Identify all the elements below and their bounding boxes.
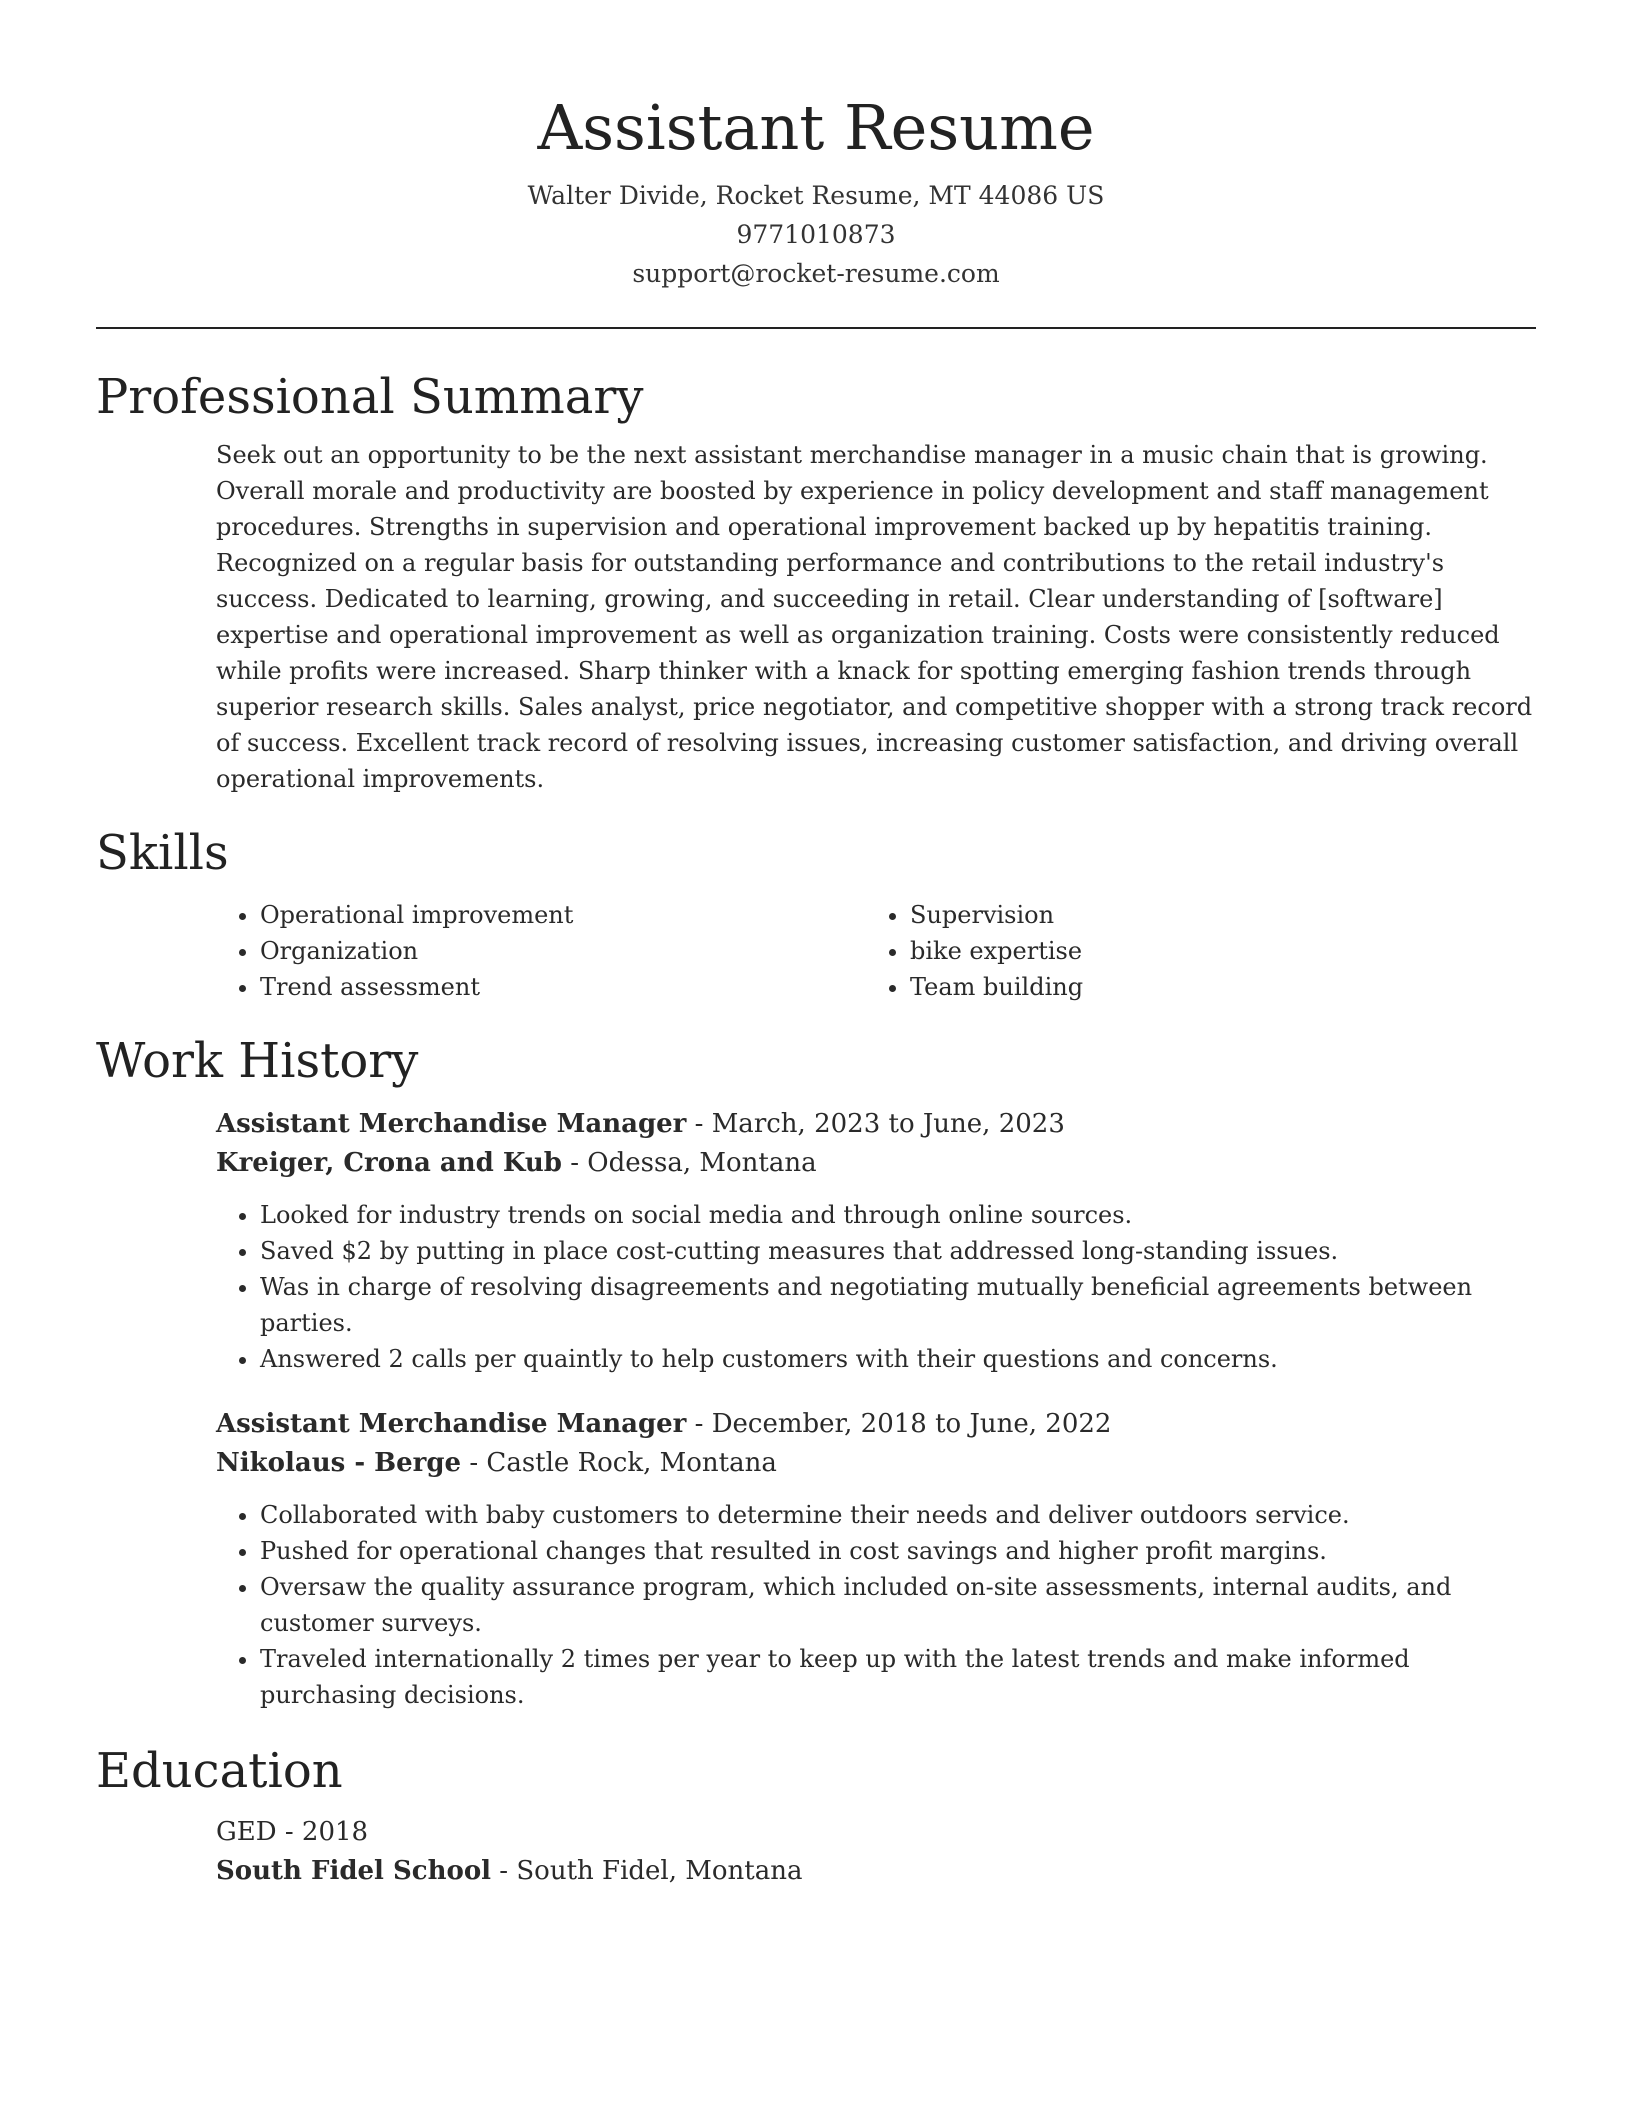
job-entry: [216, 1105, 1536, 1377]
education-degree-line: [216, 1813, 1536, 1852]
skills-list: [216, 897, 1536, 1005]
job-entry: [216, 1405, 1536, 1713]
resume-header: [96, 80, 1536, 293]
education-heading: Education: [96, 1743, 343, 1799]
skills-heading: Skills: [96, 825, 229, 881]
skill-item: • Supervision: [910, 897, 1516, 933]
education-school: South Fidel School: [216, 1856, 492, 1886]
job-bullet: • Saved $2 by putting in place cost-cutting measures that addressed long-standing issues.: [260, 1233, 1536, 1269]
job-bullets: [96, 1497, 1536, 1713]
job-location: - Odessa, Montana: [561, 1148, 817, 1178]
summary-text: Seek out an opportunity to be the next assistant merchandise manager in a music chain that is growing. Overall morale and productivity are boosted by experience in policy development and staff management procedures. Strengths in supervision and operational improvement backed up by hepatitis training. Recognized on a regular basis for outstanding performance and contributions to the retail industry's success. Dedicated to learning, growing, and succeeding in retail. Clear understanding of [software] expertise and operational improvement as well as organization training. Costs were consistently reduced while profits were increased. Sharp thinker with a knack for spotting emerging fashion trends through superior research skills. Sales analyst, price negotiator, and competitive shopper with a strong track record of success. Excellent track record of resolving issues, increasing customer satisfaction, and driving overall operational improvements.: [216, 441, 1533, 793]
skill-item: • bike expertise: [910, 933, 1516, 969]
skill-item: • Operational improvement: [260, 897, 866, 933]
job-bullet: • Pushed for operational changes that resulted in cost savings and higher profit margins.: [260, 1533, 1536, 1569]
work-history-section: [96, 1031, 1536, 1713]
skill-item: • Organization: [260, 933, 866, 969]
skill-item: • Trend assessment: [260, 969, 866, 1005]
header-divider: [96, 327, 1536, 329]
job-company-line: [216, 1144, 1536, 1183]
job-title: Assistant Merchandise Manager: [216, 1409, 687, 1439]
job-company-line: [216, 1444, 1536, 1483]
job-bullet: • Was in charge of resolving disagreements and negotiating mutually beneficial agreements between parties.: [260, 1269, 1536, 1341]
job-company: Kreiger, Crona and Kub: [216, 1148, 562, 1178]
skills-column-left: [216, 897, 866, 1005]
job-location: - Castle Rock, Montana: [461, 1448, 777, 1478]
education-section: [96, 1741, 1536, 1891]
job-title-line: [216, 1405, 1536, 1444]
resume-title: Assistant Resume: [537, 91, 1095, 164]
job-dates: - March, 2023 to June, 2023: [686, 1109, 1065, 1139]
job-title-line: [216, 1105, 1536, 1144]
education-location: - South Fidel, Montana: [491, 1856, 803, 1886]
education-year: - 2018: [276, 1817, 369, 1847]
job-bullet: • Collaborated with baby customers to determine their needs and deliver outdoors service.: [260, 1497, 1536, 1533]
skill-item: • Team building: [910, 969, 1516, 1005]
education-degree: GED: [216, 1817, 277, 1847]
education-school-line: [216, 1852, 1536, 1891]
contact-address: Walter Divide, Rocket Resume, MT 44086 US: [527, 181, 1105, 210]
contact-info: [96, 176, 1536, 293]
contact-phone: 9771010873: [736, 220, 896, 249]
work-history-heading: Work History: [96, 1033, 419, 1089]
job-dates: - December, 2018 to June, 2022: [686, 1409, 1112, 1439]
skills-column-right: [866, 897, 1516, 1005]
summary-heading: Professional Summary: [96, 369, 644, 425]
job-bullets: [96, 1197, 1536, 1377]
skills-section: [96, 823, 1536, 1005]
summary-section: [96, 367, 1536, 797]
job-bullet: • Looked for industry trends on social media and through online sources.: [260, 1197, 1536, 1233]
job-title: Assistant Merchandise Manager: [216, 1109, 687, 1139]
job-bullet: • Oversaw the quality assurance program, which included on-site assessments, internal audits, and customer surveys.: [260, 1569, 1536, 1641]
job-bullet: • Answered 2 calls per quaintly to help customers with their questions and concerns.: [260, 1341, 1536, 1377]
job-bullet: • Traveled internationally 2 times per year to keep up with the latest trends and make informed purchasing decisions.: [260, 1641, 1536, 1713]
job-company: Nikolaus - Berge: [216, 1448, 462, 1478]
education-entry: [216, 1813, 1536, 1891]
contact-email: support@rocket-resume.com: [632, 259, 1000, 288]
